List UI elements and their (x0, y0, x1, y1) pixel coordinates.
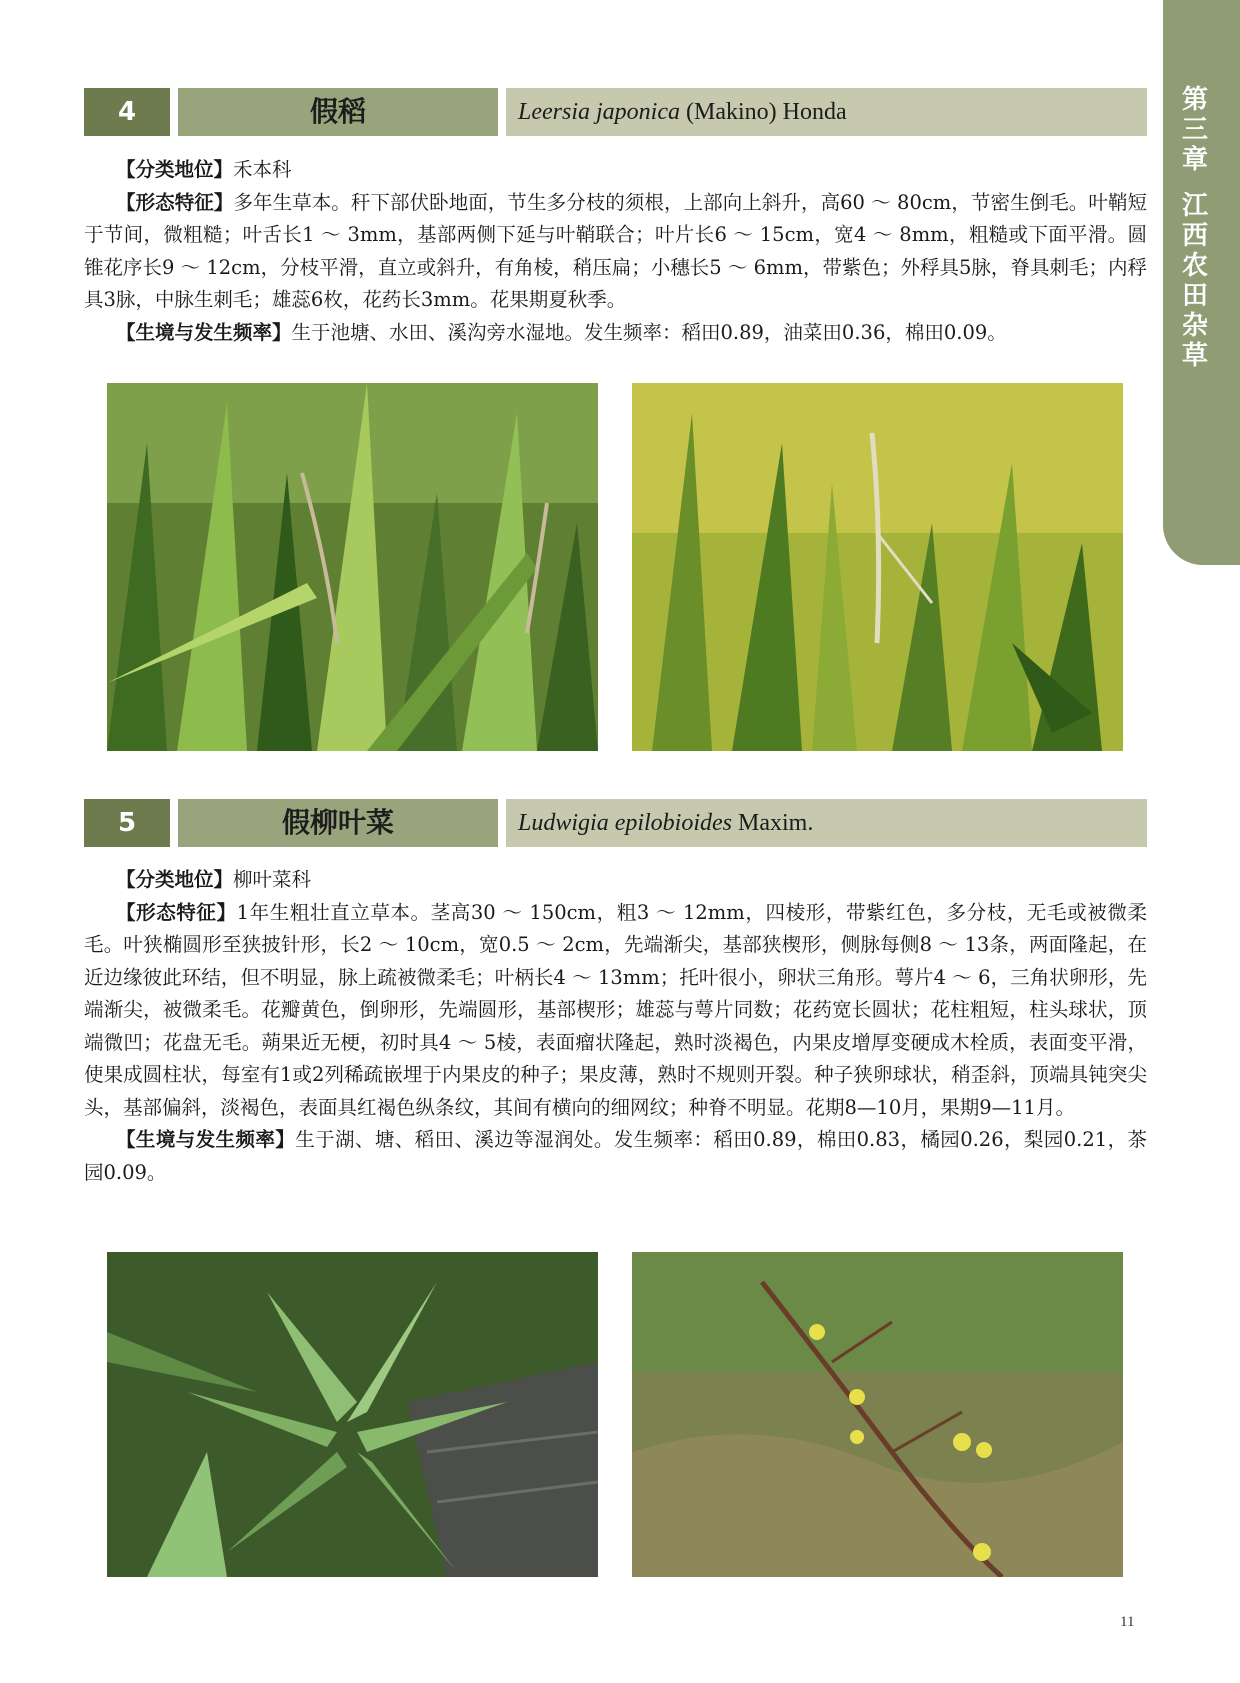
morphology-text: 1年生粗壮直立草本。茎高30 ～ 150cm，粗3 ～ 12mm，四棱形，带紫红色，多分枝，无毛或被微柔毛。叶狭椭圆形至狭披针形，长2 ～ 10cm，宽0.5 ～ 2cm，先端渐尖，基部狭楔形，侧脉每侧8 ～ 13条，两面隆起，在近边缘彼此环结，但不明显，脉上疏被微柔毛；叶柄长4 ～ 13mm；托叶很小，卵状三角形。萼片4 ～ 6，三角状卵形，先端渐尖，被微柔毛。花瓣黄色，倒卵形，先端圆形，基部楔形；雄蕊与萼片同数；花药宽长圆状；花柱粗短，柱头球状，顶端微凹；花盘无毛。蒴果近无梗，初时具4 ～ 5棱，表面瘤状隆起，熟时淡褐色，内果皮增厚变硬成木栓质，表面变平滑，使果成圆柱状，每室有1或2列稀疏嵌埋于内果皮的种子；果皮薄，熟时不规则开裂。种子狭卵球状，稍歪斜，顶端具钝突尖头，基部偏斜，淡褐色，表面具红褐色纵条纹，其间有横向的细网纹；种脊不明显。花期8—10月，果期9—11月。 (84, 900, 1147, 1119)
entry-5-habitat (84, 1124, 1147, 1189)
morphology-text: 多年生草本。秆下部伏卧地面，节生多分枝的须根，上部向上斜升，高60 ～ 80cm，节密生倒毛。叶鞘短于节间，微粗糙；叶舌长1 ～ 3mm，基部两侧下延与叶鞘联合；叶片长6 ～ 15cm，宽4 ～ 8mm，粗糙或下面平滑。圆锥花序长9 ～ 12cm，分枝平滑，直立或斜升，有角棱，稍压扁；小穗长5 ～ 6mm，带紫色；外稃具5脉，脊具刺毛；内稃具3脉，中脉生刺毛；雄蕊6枚，花药长3mm。花果期夏秋季。 (84, 190, 1147, 311)
habitat-text: 生于池塘、水田、溪沟旁水湿地。发生频率：稻田0.89，油菜田0.36，棉田0.09。 (291, 320, 1007, 344)
entry-4-classification (84, 154, 1147, 187)
morphology-label: 【形态特征】 (116, 190, 234, 214)
entry-4-sci-author: (Makino) Honda (680, 99, 847, 125)
entry-4-header (84, 88, 1147, 136)
entry-4-morphology (84, 187, 1147, 317)
entry-5-classification (84, 864, 1147, 897)
entry-4-photo-right (632, 383, 1123, 751)
page-number: 11 (1120, 1614, 1135, 1630)
classification-value: 禾本科 (233, 158, 292, 181)
entry-4-number: 4 (84, 88, 170, 136)
entry-4-habitat (84, 317, 1147, 350)
entry-5-scientific-name (506, 799, 1147, 847)
entry-5-sci-author: Maxim. (732, 810, 814, 836)
entry-5-morphology (84, 897, 1147, 1125)
entry-4-scientific-name (506, 88, 1147, 136)
morphology-label: 【形态特征】 (116, 900, 237, 924)
classification-value: 柳叶菜科 (233, 868, 312, 891)
entry-5-number: 5 (84, 799, 170, 847)
entry-4-description (84, 154, 1147, 349)
entry-5-photo-right (632, 1252, 1123, 1577)
entry-5-chinese-name: 假柳叶菜 (178, 799, 498, 847)
classification-label: 【分类地位】 (116, 868, 234, 891)
habitat-label: 【生境与发生频率】 (116, 1128, 296, 1151)
habitat-label: 【生境与发生频率】 (116, 320, 292, 344)
entry-5-header (84, 799, 1147, 847)
entry-4-photo-left (107, 383, 598, 751)
classification-label: 【分类地位】 (116, 158, 234, 181)
entry-5-photo-left (107, 1252, 598, 1577)
habitat-text: 生于湖、塘、稻田、溪边等湿润处。发生频率：稻田0.89，棉田0.83，橘园0.26，梨园0.21，茶园0.09。 (84, 1128, 1147, 1184)
entry-4-sci-binomial: Leersia japonica (518, 99, 680, 125)
entry-5-description (84, 864, 1147, 1189)
entry-4-chinese-name: 假稻 (178, 88, 498, 136)
entry-5-sci-binomial: Ludwigia epilobioides (518, 810, 733, 836)
chapter-title-vertical: 第三章 江西农田杂草 (1181, 85, 1208, 371)
